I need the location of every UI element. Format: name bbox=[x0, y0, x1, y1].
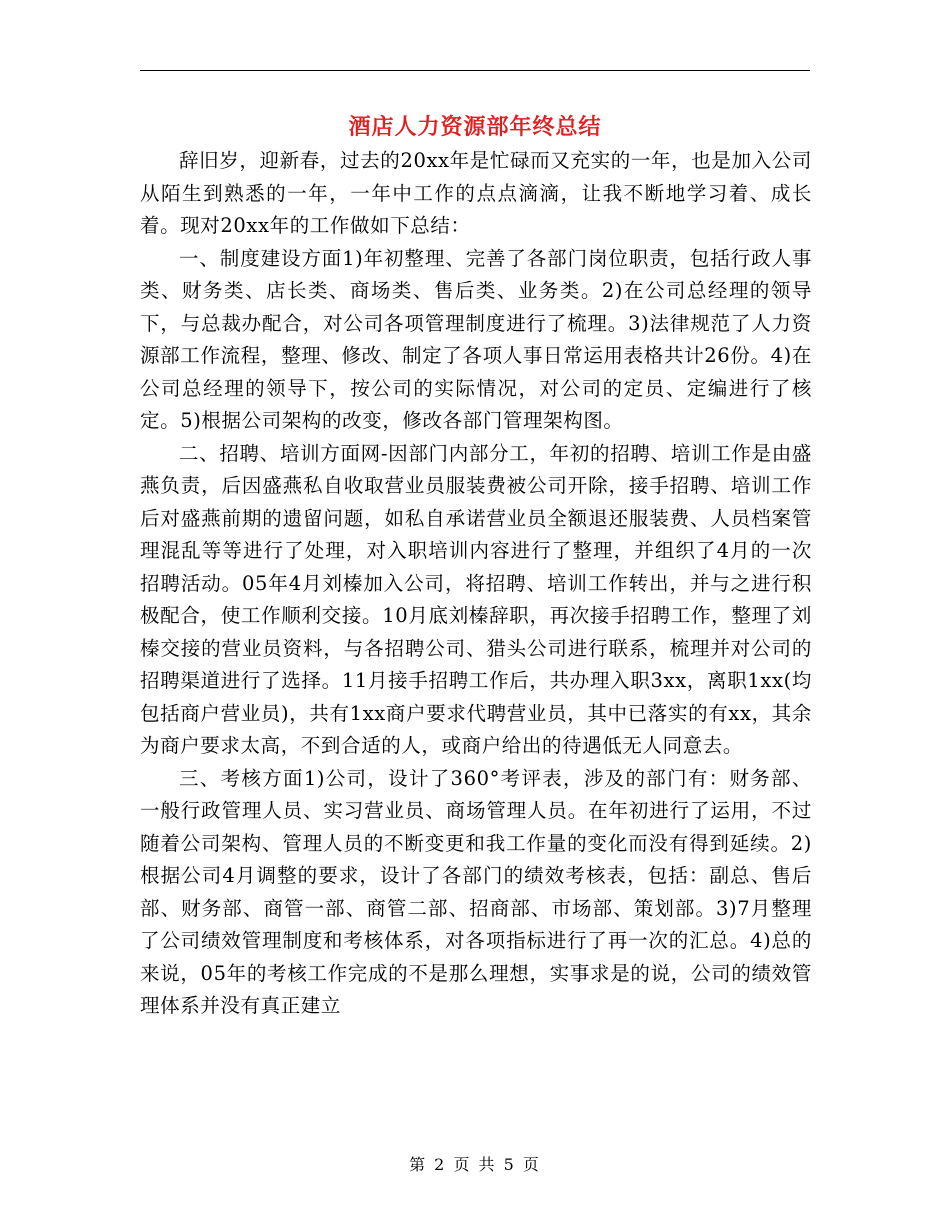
paragraph-assessment: 三、考核方面1)公司，设计了360°考评表，涉及的部门有：财务部、一般行政管理人员、实习营业员、商场管理人员。在年初进行了运用，不过随着公司架构、管理人员的不断变更和我工作量的变化而没有得到延续。2)根据公司4月调整的要求，设计了各部门的绩效考核表，包括：副总、售后部、财务部、商管一部、商管二部、招商部、市场部、策划部。3)7月整理了公司绩效管理制度和考核体系，对各项指标进行了再一次的汇总。4)总的来说，05年的考核工作完成的不是那么理想，实事求是的说，公司的绩效管理体系并没有真正建立 bbox=[140, 766, 812, 1017]
document-title: 酒店人力资源部年终总结 bbox=[348, 114, 602, 140]
page-number: 第 2 页 共 5 页 bbox=[409, 1155, 541, 1174]
paragraph-intro: 辞旧岁，迎新春，过去的20xx年是忙碌而又充实的一年，也是加入公司从陌生到熟悉的一年，一年中工作的点点滴滴，让我不断地学习着、成长着。现对20xx年的工作做如下总结： bbox=[140, 149, 812, 237]
header-rule bbox=[140, 70, 810, 71]
paragraph-recruitment-training: 二、招聘、培训方面网-因部门内部分工，年初的招聘、培训工作是由盛燕负责，后因盛燕私自收取营业员服装费被公司开除，接手招聘、培训工作后对盛燕前期的遗留问题，如私自承诺营业员全额退还服装费、人员档案管理混乱等等进行了处理，对入职培训内容进行了整理，并组织了4月的一次招聘活动。05年4月刘榛加入公司，将招聘、培训工作转出，并与之进行积极配合，使工作顺利交接。10月底刘榛辞职，再次接手招聘工作，整理了刘榛交接的营业员资料，与各招聘公司、猎头公司进行联系，梳理并对公司的招聘渠道进行了选择。11月接手招聘工作后，共办理入职3xx，离职1xx(均包括商户营业员)，共有1xx商户要求代聘营业员，其中已落实的有xx，其余为商户要求太高，不到合适的人，或商户给出的待遇低无人同意去。 bbox=[140, 441, 812, 757]
document-body bbox=[140, 145, 812, 1023]
paragraph-system-building: 一、制度建设方面1)年初整理、完善了各部门岗位职责，包括行政人事类、财务类、店长类、商场类、售后类、业务类。2)在公司总经理的领导下，与总裁办配合，对公司各项管理制度进行了梳理。3)法律规范了人力资源部工作流程，整理、修改、制定了各项人事日常运用表格共计26份。4)在公司总经理的领导下，按公司的实际情况，对公司的定员、定编进行了核定。5)根据公司架构的改变，修改各部门管理架构图。 bbox=[140, 246, 812, 432]
